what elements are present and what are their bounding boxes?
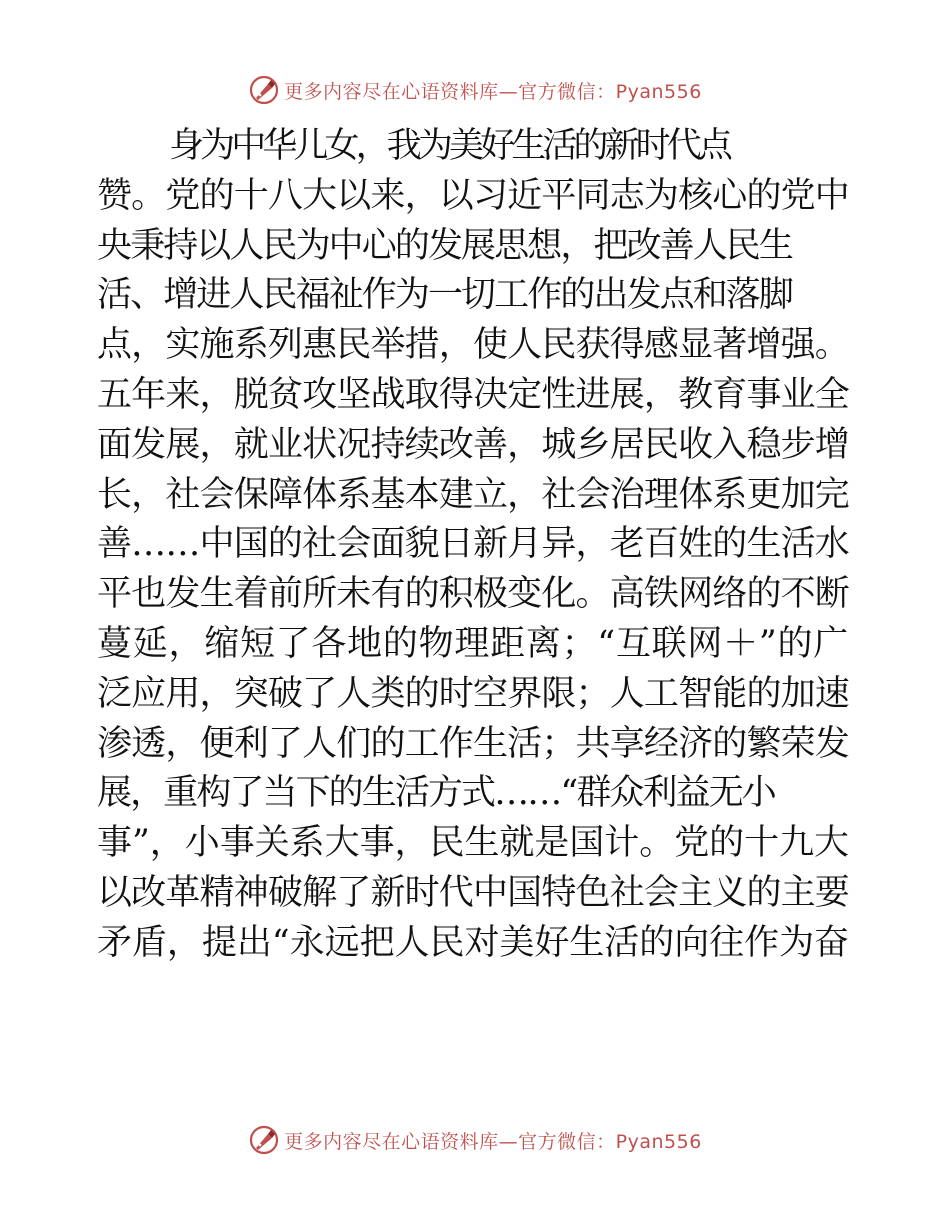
paragraph-line: 央秉持以人民为中心的发展思想，把改善人民生 — [97, 225, 793, 266]
paragraph-line: 泛应用，突破了人类的时空界限；人工智能的加速 — [97, 673, 849, 714]
footer-banner-text: 更多内容尽在心语资料库—官方微信：Pyan556 — [284, 1130, 702, 1153]
paragraph-line: 事”，小事关系大事，民生就是国计。党的十九大 — [97, 823, 849, 864]
paragraph-line: 点，实施系列惠民举措，使人民获得感显著增强。 — [97, 325, 849, 366]
paragraph-line: 渗透，便利了人们的工作生活；共享经济的繁荣发 — [97, 723, 849, 764]
paragraph-line: 面发展，就业状况持续改善，城乡居民收入稳步增 — [97, 424, 849, 465]
header-banner-text: 更多内容尽在心语资料库—官方微信：Pyan556 — [284, 80, 702, 103]
paragraph-line: 以改革精神破解了新时代中国特色社会主义的主要 — [97, 872, 849, 913]
paragraph-line: 展，重构了当下的生活方式……“群众利益无小 — [97, 773, 775, 814]
header-banner — [0, 70, 950, 110]
pen-nib-logo-icon — [248, 74, 280, 106]
footer-banner — [0, 1120, 950, 1160]
paragraph-line: 蔓延，缩短了各地的物理距离；“互联网＋”的广 — [97, 623, 849, 664]
paragraph-line: 善……中国的社会面貌日新月异，老百姓的生活水 — [97, 524, 849, 565]
paragraph-line: 身为中华儿女，我为美好生活的新时代点 — [169, 126, 730, 166]
paragraph-line: 活、增进人民福祉作为一切工作的出发点和落脚 — [97, 275, 793, 316]
paragraph-line: 赞。党的十八大以来，以习近平同志为核心的党中 — [97, 175, 849, 216]
paragraph-line: 矛盾，提出“永远把人民对美好生活的向往作为奋 — [97, 922, 849, 963]
paragraph-line: 平也发生着前所未有的积极变化。高铁网络的不断 — [97, 574, 849, 615]
paragraph-line: 长，社会保障体系基本建立，社会治理体系更加完 — [97, 474, 849, 515]
pen-nib-logo-icon — [248, 1124, 280, 1156]
document-body — [97, 122, 857, 967]
paragraph-line: 五年来，脱贫攻坚战取得决定性进展，教育事业全 — [97, 374, 849, 415]
